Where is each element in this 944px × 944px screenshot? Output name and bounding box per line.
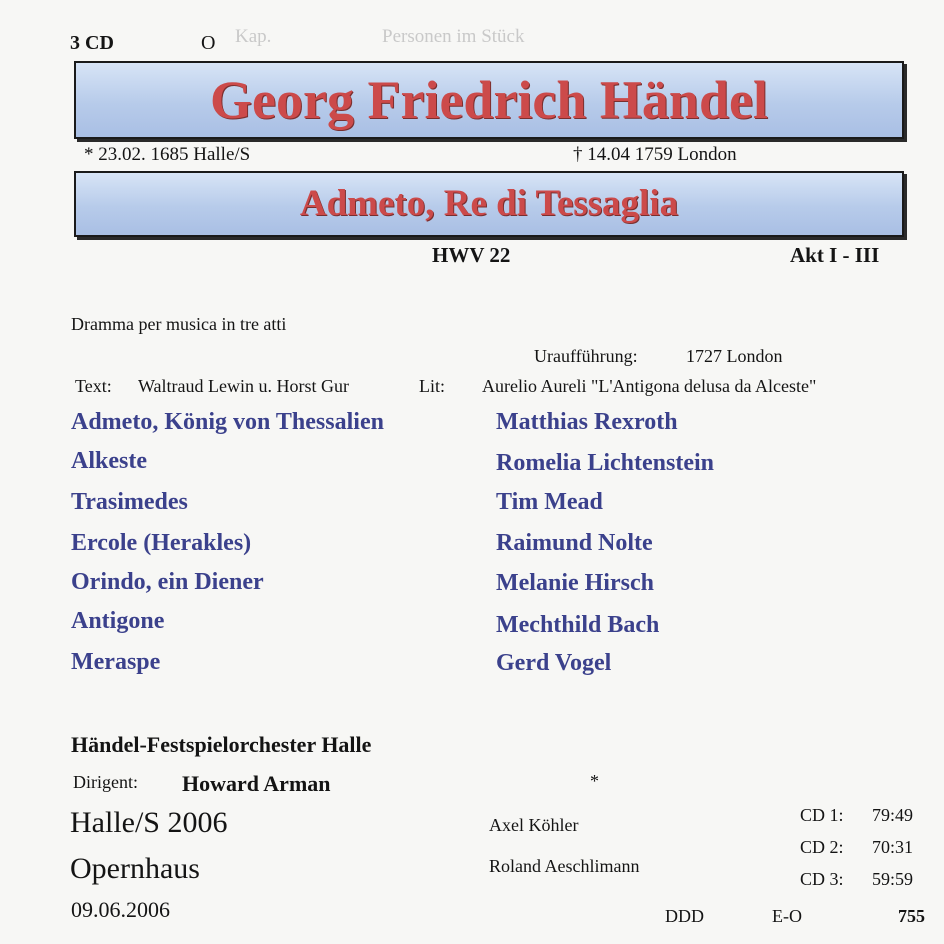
composer-name: Georg Friedrich Händel xyxy=(210,70,768,130)
performance-date: 09.06.2006 xyxy=(71,897,170,922)
catalog-number: 755 xyxy=(898,906,925,926)
performance-city: Halle/S 2006 xyxy=(70,806,228,839)
conductor-name: Howard Arman xyxy=(182,771,331,796)
credit-designer: Roland Aeschlimann xyxy=(489,856,640,876)
source-code: E-O xyxy=(772,906,802,926)
birth-info: * 23.02. 1685 Halle/S xyxy=(84,144,251,165)
cast-singer: Romelia Lichtenstein xyxy=(496,450,714,476)
disc-label: CD 2: xyxy=(800,837,844,857)
opera-title: Admeto, Re di Tessaglia xyxy=(299,183,679,224)
cast-singer: Gerd Vogel xyxy=(496,650,612,676)
disc-time: 59:59 xyxy=(872,869,914,889)
bleed-through-text: Personen im Stück xyxy=(382,26,525,47)
cast-role: Meraspe xyxy=(71,649,161,675)
bleed-through-text: Kap. xyxy=(235,26,272,47)
disc-label: CD 1: xyxy=(800,805,844,825)
cast-singer: Mechthild Bach xyxy=(496,612,660,638)
disc-time: 70:31 xyxy=(872,837,914,857)
genre: Dramma per musica in tre atti xyxy=(71,314,287,334)
composer-banner xyxy=(74,61,904,139)
cast-role: Alkeste xyxy=(71,448,147,474)
performance-venue: Opernhaus xyxy=(70,852,200,885)
hwv-number: HWV 22 xyxy=(432,243,511,267)
cast-role: Antigone xyxy=(71,608,165,634)
text-authors: Waltraud Lewin u. Horst Gur xyxy=(138,376,349,396)
death-info: † 14.04 1759 London xyxy=(573,144,737,165)
cast-singer: Matthias Rexroth xyxy=(496,409,678,435)
cd-count: 3 CD xyxy=(70,32,114,54)
disc-time: 79:49 xyxy=(872,805,914,825)
premiere-label: Uraufführung: xyxy=(534,346,638,366)
cast-role: Admeto, König von Thessalien xyxy=(71,409,384,435)
text-label: Text: xyxy=(75,376,112,396)
cast-role: Orindo, ein Diener xyxy=(71,569,264,595)
conductor-label: Dirigent: xyxy=(73,772,138,792)
cast-role: Ercole (Herakles) xyxy=(71,530,252,556)
premiere-value: 1727 London xyxy=(686,346,783,366)
opera-title-banner xyxy=(74,171,904,237)
credit-director: Axel Köhler xyxy=(489,815,579,835)
cast-singer: Melanie Hirsch xyxy=(496,570,654,596)
acts: Akt I - III xyxy=(790,243,880,267)
credit-asterisk: * xyxy=(590,771,599,791)
cast-role: Trasimedes xyxy=(71,489,188,515)
cast-singer: Raimund Nolte xyxy=(496,530,653,556)
lit-label: Lit: xyxy=(419,376,445,396)
catalog-mark: O xyxy=(201,32,216,54)
recording-type: DDD xyxy=(665,906,704,926)
lit-source: Aurelio Aureli "L'Antigona delusa da Alceste" xyxy=(482,376,817,396)
disc-label: CD 3: xyxy=(800,869,844,889)
cast-singer: Tim Mead xyxy=(496,489,603,515)
orchestra: Händel-Festspielorchester Halle xyxy=(71,732,372,757)
